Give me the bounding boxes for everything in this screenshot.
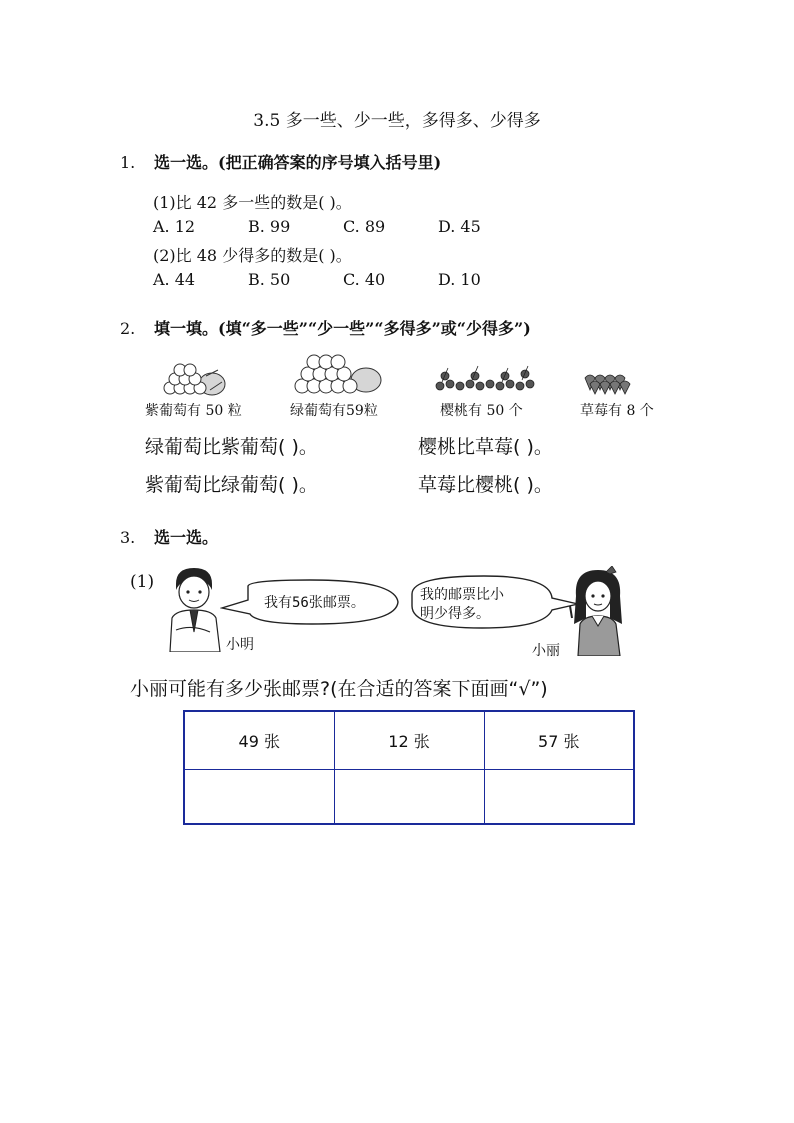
speech-text-xiaoming: 我有56张邮票。 [264, 595, 365, 611]
speech-text-xiaoli-line-1: 我的邮票比小 [420, 587, 504, 603]
page-title: 3.5 多一些、少一些，多得多、少得多 [253, 111, 541, 131]
q2-heading-text: 填一填。(填“多一些”“少一些”“多得多”或“少得多”) [154, 319, 531, 338]
option-b: B. 99 [248, 217, 291, 236]
answer-cell[interactable] [334, 770, 484, 825]
q1-heading-text: 选一选。(把正确答案的序号填入括号里) [154, 153, 442, 172]
answer-cell[interactable] [484, 770, 634, 825]
girl-xiaoli-icon [566, 566, 630, 656]
q3-number: 3. [120, 528, 136, 547]
q2-number: 2. [120, 319, 136, 338]
fruit-label-cherries: 樱桃有 50 个 [440, 403, 523, 419]
q2-blank-2: 樱桃比草莓( )。 [418, 436, 553, 458]
q3-question: 小丽可能有多少张邮票?(在合适的答案下面画“√”) [130, 678, 548, 700]
q1-number: 1. [120, 153, 136, 172]
q1-item-2-stem: (2)比 48 少得多的数是( )。 [153, 246, 352, 265]
speech-text-xiaoli-line-2: 明少得多。 [420, 606, 490, 622]
name-xiaoli: 小丽 [532, 643, 560, 659]
q1-item-1-options [153, 217, 481, 236]
table-header-row [184, 711, 634, 770]
answer-table [183, 710, 635, 825]
cherries-icon [432, 362, 538, 394]
q1-heading [120, 150, 441, 173]
table-answer-row [184, 770, 634, 825]
q3-heading [120, 525, 218, 548]
q1-item-1-stem: (1)比 42 多一些的数是( )。 [153, 193, 352, 212]
q1-item-2-options [153, 270, 481, 289]
answer-cell[interactable] [184, 770, 334, 825]
option-c: C. 40 [343, 270, 386, 289]
option-c: C. 89 [343, 217, 386, 236]
q2-blank-1: 绿葡萄比紫葡萄( )。 [145, 436, 318, 458]
fruit-label-purple-grapes: 紫葡萄有 50 粒 [145, 403, 242, 419]
table-header-cell: 57 张 [484, 711, 634, 770]
green-grapes-icon [292, 352, 384, 398]
table-header-cell: 12 张 [334, 711, 484, 770]
q2-heading [120, 316, 531, 339]
fruit-label-strawberries: 草莓有 8 个 [580, 403, 654, 419]
q3-sub-label: (1) [130, 572, 155, 592]
option-d: D. 45 [438, 217, 481, 236]
boy-xiaoming-icon [162, 566, 226, 652]
q2-blank-3: 紫葡萄比绿葡萄( )。 [145, 474, 318, 496]
purple-grapes-icon [160, 360, 228, 400]
option-d: D. 10 [438, 270, 481, 289]
q2-blank-4: 草莓比樱桃( )。 [418, 474, 553, 496]
option-a: A. 44 [153, 270, 196, 289]
option-a: A. 12 [153, 217, 196, 236]
fruit-label-green-grapes: 绿葡萄有59粒 [290, 403, 378, 419]
q3-heading-text: 选一选。 [154, 528, 219, 547]
table-header-cell: 49 张 [184, 711, 334, 770]
name-xiaoming: 小明 [226, 637, 254, 653]
option-b: B. 50 [248, 270, 291, 289]
strawberries-icon [582, 370, 632, 396]
